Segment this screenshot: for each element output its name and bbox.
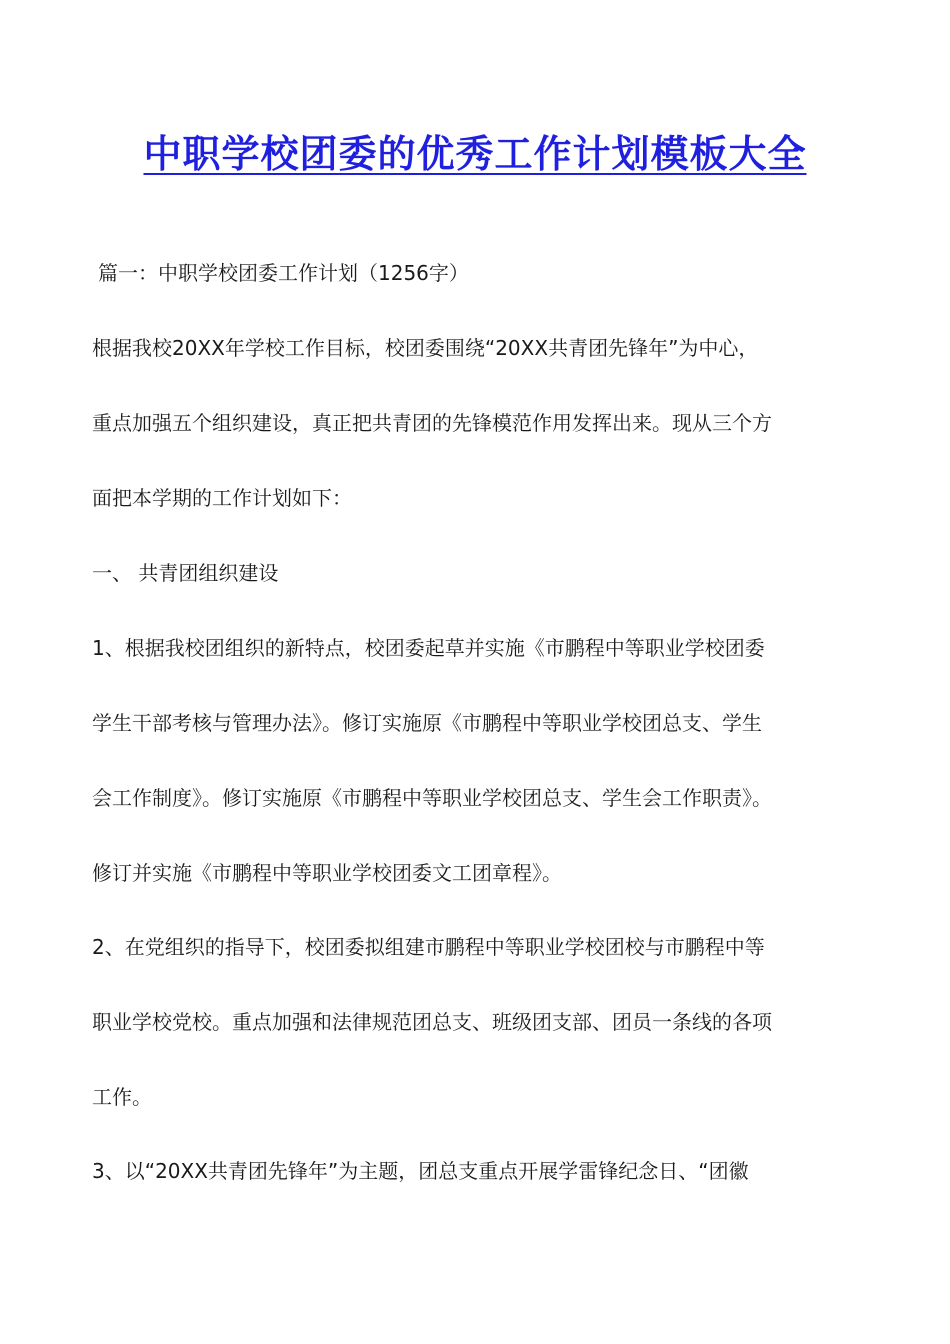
paragraph-line: 1、根据我校团组织的新特点，校团委起草并实施《市鹏程中等职业学校团委 [92, 636, 765, 660]
subheading-line: 一、 共青团组织建设 [92, 561, 279, 585]
paragraph-line: 工作。 [92, 1085, 152, 1109]
paragraph-line: 3、以“20XX共青团先锋年”为主题，团总支重点开展学雷锋纪念日、“团徽 [92, 1159, 749, 1183]
paragraph-line: 学生干部考核与管理办法》。修订实施原《市鹏程中等职业学校团总支、学生 [92, 711, 762, 735]
paragraph-line: 2、在党组织的指导下，校团委拟组建市鹏程中等职业学校团校与市鹏程中等 [92, 935, 765, 959]
paragraph-line: 根据我校20XX年学校工作目标，校团委围绕“20XX共青团先锋年”为中心， [92, 336, 759, 360]
paragraph-line: 修订并实施《市鹏程中等职业学校团委文工团章程》。 [92, 861, 562, 885]
paragraph-line: 职业学校党校。重点加强和法律规范团总支、班级团支部、团员一条线的各项 [92, 1010, 772, 1034]
paragraph-line: 面把本学期的工作计划如下： [92, 486, 352, 510]
paragraph-line: 重点加强五个组织建设，真正把共青团的先锋模范作用发挥出来。现从三个方 [92, 411, 772, 435]
paragraph-line: 会工作制度》。修订实施原《市鹏程中等职业学校团总支、学生会工作职责》。 [92, 786, 772, 810]
section-heading: 篇一：中职学校团委工作计划（1256字） [98, 261, 469, 285]
document-title-link[interactable]: 中职学校团委的优秀工作计划模板大全 [143, 131, 807, 176]
